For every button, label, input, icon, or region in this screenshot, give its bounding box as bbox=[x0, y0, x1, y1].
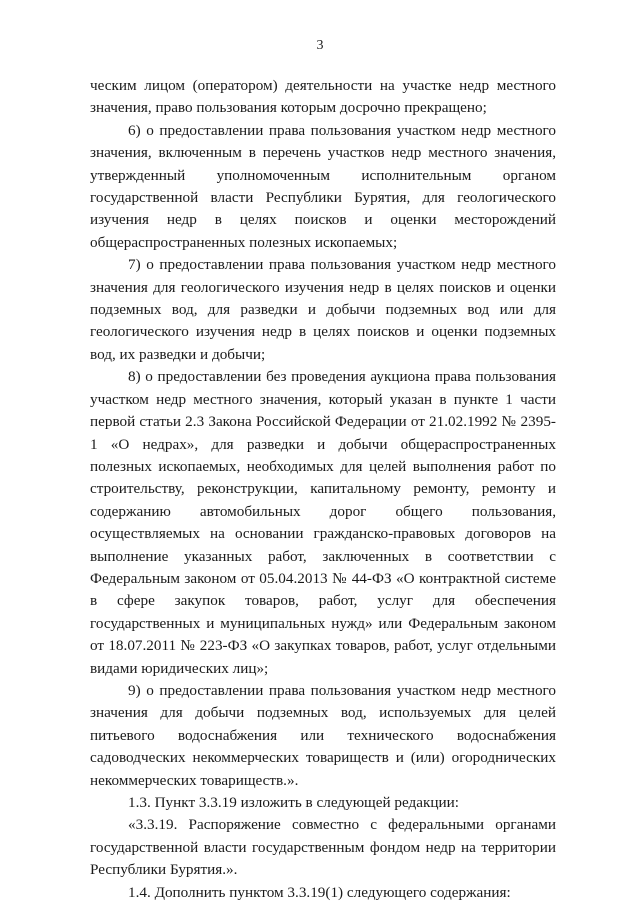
paragraph-3-3-19: «3.3.19. Распоряжение совместно с федеральными органами государственной власти государственным фондом недр на территории Республики Бурятия.». bbox=[90, 816, 556, 879]
paragraph-item-6: 6) о предоставлении права пользования участком недр местного значения, включенным в перечень участков недр местного значения, утвержденный уполномоченным исполнительным органом государственной власти Республики Бурятия, для геологического изучения недр в целях поисков и оценки месторождений общераспространенных полезных ископаемых; bbox=[90, 121, 556, 251]
paragraph-1-4: 1.4. Дополнить пунктом 3.3.19(1) следующего содержания: bbox=[128, 883, 511, 901]
paragraph-continuation: ческим лицом (оператором) деятельности на участке недр местного значения, право пользования которым досрочно прекращено; bbox=[90, 77, 556, 117]
page-number: 3 bbox=[316, 38, 324, 53]
paragraph-item-8: 8) о предоставлении без проведения аукциона права пользования участком недр местного значения, который указан в пункте 1 части первой статьи 2.3 Закона Российской Федерации от 21.02.1992 № 2395-1 «О недрах», для разведки и добычи общераспространенных полезных ископаемых, необходимых для целей выполнения работ по строительству, реконструкции, капитальному ремонту, ремонту и содержанию автомобильных дорог общего пользования, осуществляемых на основании гражданско-правовых договоров на выполнение указанных работ, заключенных в соответствии с Федеральным законом от 05.04.2013 № 44-ФЗ «О контрактной системе в сфере закупок товаров, работ, услуг для обеспечения государственных и муниципальных нужд» или Федеральным законом от 18.07.2011 № 223-ФЗ «О закупках товаров, работ, услуг отдельными видами юридических лиц»; bbox=[90, 368, 556, 677]
paragraph-1-3: 1.3. Пункт 3.3.19 изложить в следующей редакции: bbox=[128, 794, 459, 811]
paragraph-item-9: 9) о предоставлении права пользования участком недр местного значения для добычи подземных вод, используемых для целей питьевого водоснабжения или технического водоснабжения садоводческих некоммерческих товариществ и (или) огороднических некоммерческих товариществ.». bbox=[90, 681, 556, 789]
document-body bbox=[90, 75, 556, 904]
paragraph-item-7: 7) о предоставлении права пользования участком недр местного значения для геологического изучения недр в целях поисков и оценки подземных вод, для разведки и добычи подземных вод или для геологического изучения недр в целях поисков и оценки подземных вод, их разведки и добычи; bbox=[90, 256, 556, 363]
